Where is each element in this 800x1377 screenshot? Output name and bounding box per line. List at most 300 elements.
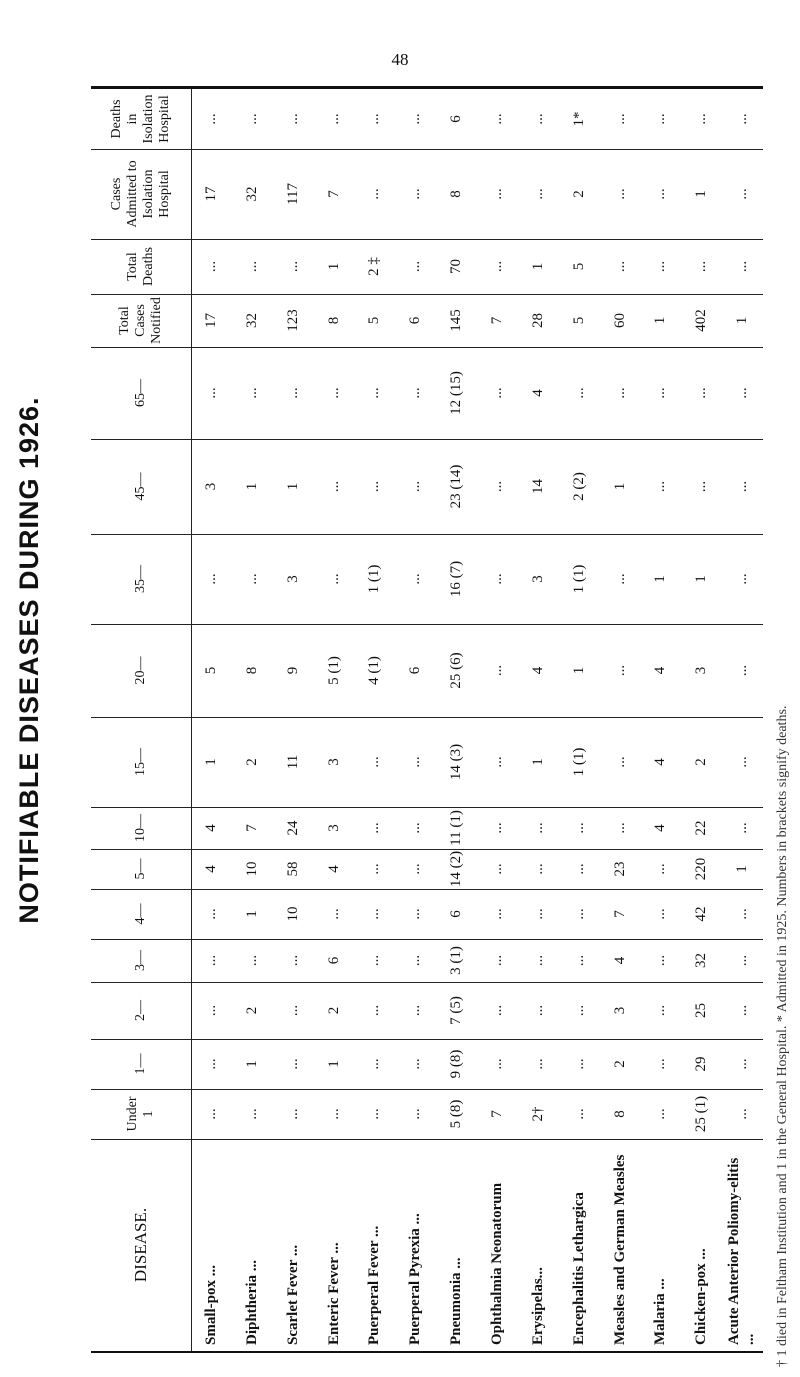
cell-value: ... bbox=[489, 822, 505, 834]
table-cell bbox=[681, 982, 722, 1039]
table-cell bbox=[354, 294, 395, 347]
cell-value: ... bbox=[734, 573, 751, 585]
table-cell bbox=[681, 1089, 722, 1139]
table-cell bbox=[273, 1089, 314, 1139]
table-cell bbox=[722, 294, 763, 347]
table-cell bbox=[477, 889, 518, 939]
cell-value: ... bbox=[366, 113, 383, 125]
cell-value: ... bbox=[366, 387, 383, 399]
cell-value: 8 bbox=[325, 316, 342, 325]
table-cell bbox=[681, 939, 722, 982]
cell-value: 11 (1) bbox=[448, 810, 465, 846]
table-cell bbox=[354, 1039, 395, 1089]
table-cell bbox=[559, 889, 600, 939]
table-cell bbox=[436, 889, 477, 939]
footnote-text: † 1 died in Feltham Institution and 1 in the General Hospital. * Admitted in 1925. Numbers in brackets signify deaths. bbox=[775, 705, 790, 1367]
cell-value: ... bbox=[366, 863, 383, 875]
cell-value: 1 (1) bbox=[570, 564, 587, 594]
cell-value: ... bbox=[734, 822, 751, 834]
column-header-a1 bbox=[91, 1039, 191, 1089]
table-cell bbox=[395, 294, 436, 347]
cell-value: 123 bbox=[284, 309, 301, 332]
cell-value: ... bbox=[325, 480, 342, 493]
disease-name-cell bbox=[477, 1139, 518, 1351]
table-cell bbox=[559, 1039, 600, 1089]
table-cell bbox=[477, 89, 518, 149]
cell-value: 5 bbox=[570, 262, 587, 271]
table-cell bbox=[232, 1039, 273, 1089]
disease-name-cell bbox=[395, 1139, 436, 1351]
cell-value: ... bbox=[611, 260, 628, 273]
cell-value: 7 bbox=[611, 910, 628, 918]
column-header-a35 bbox=[91, 534, 191, 624]
table-cell bbox=[518, 939, 559, 982]
table-cell bbox=[395, 239, 436, 294]
table-cell bbox=[600, 717, 641, 807]
cell-value: 117 bbox=[284, 183, 301, 205]
cell-value: 3 bbox=[529, 575, 546, 583]
table-cell bbox=[273, 294, 314, 347]
table-cell bbox=[354, 717, 395, 807]
disease-name-cell bbox=[559, 1139, 600, 1351]
disease-name: Acute Anterior Poliomy-elitis ... bbox=[726, 1157, 758, 1345]
table-cell bbox=[722, 807, 763, 849]
table-cell bbox=[559, 849, 600, 889]
cell-value: 29 bbox=[693, 1056, 710, 1072]
cell-value: ... bbox=[611, 113, 628, 125]
table-cell bbox=[273, 717, 314, 807]
disease-name: Malaria ... bbox=[652, 1278, 669, 1345]
cell-value: ... bbox=[734, 260, 751, 273]
table-cell bbox=[314, 624, 355, 717]
cell-value: 2 bbox=[243, 758, 260, 766]
table-cell bbox=[600, 439, 641, 534]
table-cell bbox=[477, 534, 518, 624]
cell-value: ... bbox=[325, 387, 342, 399]
cell-value: ... bbox=[570, 822, 587, 834]
table-cell bbox=[273, 807, 314, 849]
cell-value: 7 (5) bbox=[448, 996, 465, 1025]
table-cell bbox=[191, 439, 232, 534]
column-header-label: 10— bbox=[133, 814, 148, 842]
table-cell bbox=[640, 294, 681, 347]
cell-value: ... bbox=[366, 822, 383, 834]
table-cell bbox=[232, 534, 273, 624]
cell-value: ... bbox=[570, 1004, 587, 1017]
table-cell bbox=[232, 149, 273, 239]
table-cell bbox=[191, 807, 232, 849]
cell-value: ... bbox=[407, 908, 424, 920]
table-cell bbox=[640, 1039, 681, 1089]
cell-value: ... bbox=[611, 188, 628, 200]
table-cell bbox=[640, 534, 681, 624]
cell-value: ... bbox=[734, 113, 751, 125]
cell-value: ... bbox=[570, 1108, 587, 1120]
column-header-label: 1— bbox=[133, 1053, 148, 1075]
cell-value: ... bbox=[489, 954, 505, 967]
cell-value: ... bbox=[407, 260, 424, 273]
table-cell bbox=[722, 889, 763, 939]
cell-value: ... bbox=[570, 1058, 587, 1070]
table-cell bbox=[395, 717, 436, 807]
table-cell bbox=[354, 239, 395, 294]
cell-value: 1 bbox=[734, 316, 751, 325]
cell-value: ... bbox=[611, 573, 628, 585]
cell-value: ... bbox=[407, 1108, 424, 1120]
table-cell bbox=[436, 717, 477, 807]
cell-value: ... bbox=[734, 1004, 751, 1017]
cell-value: 3 bbox=[203, 482, 219, 491]
column-header-label: 20— bbox=[133, 656, 148, 685]
cell-value: ... bbox=[407, 954, 424, 967]
table-cell bbox=[559, 939, 600, 982]
table-cell bbox=[722, 939, 763, 982]
table-cell bbox=[232, 347, 273, 439]
table-cell bbox=[640, 149, 681, 239]
column-header-label: Deaths in Isolation Hospital bbox=[109, 94, 172, 144]
table-cell bbox=[640, 982, 681, 1039]
cell-value: ... bbox=[203, 1004, 219, 1017]
table-cell bbox=[273, 439, 314, 534]
cell-value: 145 bbox=[448, 309, 465, 332]
cell-value: 32 bbox=[243, 313, 260, 328]
table-cell bbox=[191, 534, 232, 624]
cell-value: ... bbox=[734, 664, 751, 677]
table-cell bbox=[436, 239, 477, 294]
table-cell bbox=[518, 982, 559, 1039]
cell-value: 28 bbox=[529, 313, 546, 328]
table-cell bbox=[722, 347, 763, 439]
table-cell bbox=[681, 1039, 722, 1089]
cell-value: ... bbox=[489, 387, 505, 399]
column-header-label: Total Deaths bbox=[125, 247, 156, 286]
cell-value: ... bbox=[693, 387, 710, 399]
table-cell bbox=[191, 939, 232, 982]
table-cell bbox=[477, 982, 518, 1039]
cell-value: ... bbox=[734, 188, 751, 200]
disease-name: Measles and German Measles bbox=[611, 1154, 628, 1345]
cell-value: ... bbox=[734, 908, 751, 920]
table-cell bbox=[354, 439, 395, 534]
cell-value: ... bbox=[489, 863, 505, 875]
cell-value: 8 bbox=[243, 666, 260, 675]
cell-value: ... bbox=[529, 1058, 546, 1070]
table-cell bbox=[436, 939, 477, 982]
disease-name: Chicken-pox ... bbox=[693, 1248, 710, 1345]
cell-value: ... bbox=[611, 756, 628, 768]
table-cell bbox=[436, 534, 477, 624]
table-cell bbox=[232, 807, 273, 849]
cell-value: 7 bbox=[243, 824, 260, 832]
cell-value: ... bbox=[366, 188, 383, 200]
table-cell bbox=[559, 439, 600, 534]
cell-value: ... bbox=[366, 756, 383, 768]
cell-value: ... bbox=[652, 188, 669, 200]
cell-value: 4 bbox=[203, 824, 219, 832]
table-cell bbox=[191, 982, 232, 1039]
column-header-label: 5— bbox=[133, 858, 148, 880]
cell-value: 8 bbox=[448, 190, 465, 198]
cell-value: ... bbox=[652, 260, 669, 273]
disease-name: Puerperal Fever ... bbox=[366, 1225, 383, 1345]
cell-value: ... bbox=[325, 908, 342, 920]
table-cell bbox=[681, 807, 722, 849]
disease-name-cell bbox=[518, 1139, 559, 1351]
cell-value: 3 bbox=[693, 666, 710, 675]
cell-value: 14 (3) bbox=[448, 743, 465, 781]
table-cell bbox=[232, 294, 273, 347]
cell-value: 5 bbox=[366, 316, 383, 325]
cell-value: 6 bbox=[325, 956, 342, 965]
cell-value: 7 bbox=[489, 316, 505, 325]
table-cell bbox=[559, 534, 600, 624]
cell-value: 25 bbox=[693, 1003, 710, 1018]
table-cell bbox=[559, 294, 600, 347]
cell-value: ... bbox=[366, 480, 383, 493]
table-cell bbox=[600, 939, 641, 982]
cell-value: ... bbox=[203, 573, 219, 585]
disease-name-cell bbox=[273, 1139, 314, 1351]
table-cell bbox=[681, 239, 722, 294]
table-cell bbox=[191, 149, 232, 239]
table-cell bbox=[273, 89, 314, 149]
table-cell bbox=[600, 239, 641, 294]
cell-value: 4 bbox=[529, 666, 546, 675]
column-header-label: Cases Admitted to Isolation Hospital bbox=[109, 160, 172, 228]
cell-value: ... bbox=[570, 863, 587, 875]
disease-name-cell bbox=[681, 1139, 722, 1351]
table-cell bbox=[354, 849, 395, 889]
cell-value: ... bbox=[652, 480, 669, 493]
cell-value: 14 bbox=[529, 479, 546, 494]
table-cell bbox=[518, 149, 559, 239]
column-header-label: 2— bbox=[133, 1000, 148, 1021]
table-cell bbox=[600, 807, 641, 849]
table-cell bbox=[273, 534, 314, 624]
table-cell bbox=[232, 89, 273, 149]
table-cell bbox=[354, 889, 395, 939]
cell-value: 16 (7) bbox=[448, 560, 465, 598]
cell-value: ... bbox=[203, 260, 219, 273]
table-cell bbox=[436, 347, 477, 439]
table-cell bbox=[191, 347, 232, 439]
table-cell bbox=[232, 982, 273, 1039]
table-cell bbox=[191, 889, 232, 939]
cell-value: 32 bbox=[693, 953, 710, 968]
cell-value: 12 (15) bbox=[448, 371, 465, 415]
table-cell bbox=[559, 807, 600, 849]
table-cell bbox=[518, 1089, 559, 1139]
table-cell bbox=[518, 534, 559, 624]
cell-value: 1 bbox=[611, 482, 628, 491]
cell-value: ... bbox=[366, 1108, 383, 1120]
cell-value: 25 (6) bbox=[448, 652, 465, 689]
disease-name-cell bbox=[191, 1139, 232, 1351]
table-cell bbox=[395, 939, 436, 982]
column-header-a65 bbox=[91, 347, 191, 439]
table-cell bbox=[477, 149, 518, 239]
cell-value: ... bbox=[366, 954, 383, 967]
table-cell bbox=[354, 939, 395, 982]
disease-name-cell bbox=[354, 1139, 395, 1351]
column-header-a5 bbox=[91, 849, 191, 889]
table-cell bbox=[314, 982, 355, 1039]
table-cell bbox=[191, 239, 232, 294]
table-cell bbox=[600, 149, 641, 239]
table-cell bbox=[600, 347, 641, 439]
cell-value: 2 ‡ bbox=[366, 257, 383, 276]
cell-value: 1 bbox=[570, 666, 587, 675]
cell-value: ... bbox=[489, 573, 505, 585]
disease-name: Ophthalmia Neonatorum bbox=[488, 1182, 505, 1345]
column-header-label: 3— bbox=[133, 950, 148, 971]
table-cell bbox=[559, 982, 600, 1039]
cell-value: 9 bbox=[284, 666, 301, 675]
table-cell bbox=[640, 624, 681, 717]
page-number: 48 bbox=[391, 50, 409, 69]
cell-value: 11 bbox=[284, 754, 301, 770]
cell-value: ... bbox=[407, 1004, 424, 1017]
table-cell bbox=[395, 1039, 436, 1089]
column-header-a45 bbox=[91, 439, 191, 534]
table-cell bbox=[232, 889, 273, 939]
cell-value: 58 bbox=[284, 861, 301, 877]
table-cell bbox=[681, 149, 722, 239]
table-cell bbox=[314, 1089, 355, 1139]
cell-value: 25 (1) bbox=[693, 1095, 710, 1133]
cell-value: 1 bbox=[243, 482, 260, 491]
cell-value: ... bbox=[284, 113, 301, 125]
table-cell bbox=[436, 89, 477, 149]
cell-value: 17 bbox=[203, 186, 219, 202]
table-cell bbox=[600, 849, 641, 889]
table-cell bbox=[477, 1089, 518, 1139]
cell-value: 70 bbox=[448, 259, 465, 274]
cell-value: 23 bbox=[611, 861, 628, 877]
table-cell bbox=[722, 89, 763, 149]
cell-value: ... bbox=[652, 113, 669, 125]
table-cell bbox=[273, 939, 314, 982]
cell-value: 4 bbox=[203, 865, 219, 873]
footnote bbox=[768, 0, 798, 1377]
cell-value: 4 bbox=[529, 389, 546, 397]
table-cell bbox=[518, 239, 559, 294]
cell-value: 10 bbox=[284, 906, 301, 922]
table-cell bbox=[314, 939, 355, 982]
table-cell bbox=[273, 239, 314, 294]
cell-value: 14 (2) bbox=[448, 850, 465, 888]
table-cell bbox=[681, 717, 722, 807]
table-cell bbox=[600, 624, 641, 717]
cell-value: ... bbox=[529, 822, 546, 834]
cell-value: ... bbox=[203, 387, 219, 399]
table-cell bbox=[232, 717, 273, 807]
column-header-label: 4— bbox=[133, 903, 148, 925]
table-cell bbox=[314, 807, 355, 849]
cell-value: 17 bbox=[203, 313, 219, 328]
disease-name-cell bbox=[722, 1139, 763, 1351]
table-cell bbox=[354, 807, 395, 849]
disease-name: Puerperal Pyrexia ... bbox=[407, 1213, 424, 1345]
cell-value: 1 bbox=[325, 1060, 342, 1068]
column-header-under1 bbox=[91, 1089, 191, 1139]
cell-value: ... bbox=[366, 1004, 383, 1017]
table-cell bbox=[354, 89, 395, 149]
cell-value: ... bbox=[243, 573, 260, 585]
cell-value: 6 bbox=[448, 910, 465, 918]
table-cell bbox=[722, 439, 763, 534]
cell-value: 2 bbox=[611, 1060, 628, 1068]
cell-value: ... bbox=[652, 954, 669, 967]
column-header-a2 bbox=[91, 982, 191, 1039]
cell-value: 2 bbox=[243, 1006, 260, 1015]
table-cell bbox=[273, 889, 314, 939]
table-cell bbox=[681, 624, 722, 717]
cell-value: ... bbox=[325, 1108, 342, 1120]
cell-value: ... bbox=[652, 908, 669, 920]
column-header-label: 65— bbox=[133, 379, 148, 407]
table-cell bbox=[191, 1089, 232, 1139]
cell-value: ... bbox=[489, 1058, 505, 1070]
table-cell bbox=[395, 807, 436, 849]
table-cell bbox=[314, 1039, 355, 1089]
cell-value: ... bbox=[734, 1058, 751, 1070]
table-cell bbox=[314, 439, 355, 534]
cell-value: 9 (8) bbox=[448, 1049, 465, 1079]
cell-value: 1 bbox=[529, 758, 546, 766]
table-cell bbox=[518, 439, 559, 534]
table-cell bbox=[191, 1039, 232, 1089]
table-cell bbox=[191, 849, 232, 889]
table-cell bbox=[681, 534, 722, 624]
table-cell bbox=[600, 889, 641, 939]
column-header-total-notified bbox=[91, 294, 191, 347]
cell-value: ... bbox=[734, 480, 751, 493]
cell-value: ... bbox=[407, 822, 424, 834]
cell-value: 1 bbox=[284, 482, 301, 491]
table-cell bbox=[518, 849, 559, 889]
cell-value: ... bbox=[284, 387, 301, 399]
cell-value: ... bbox=[407, 756, 424, 768]
table-cell bbox=[436, 149, 477, 239]
table-cell bbox=[722, 717, 763, 807]
table-cell bbox=[559, 89, 600, 149]
cell-value: 6 bbox=[448, 115, 465, 123]
disease-name-cell bbox=[314, 1139, 355, 1351]
table-cell bbox=[395, 982, 436, 1039]
table-cell bbox=[640, 717, 681, 807]
table-cell bbox=[354, 347, 395, 439]
table-cell bbox=[681, 889, 722, 939]
cell-value: 1 bbox=[325, 262, 342, 271]
cell-value: 5 bbox=[203, 666, 219, 675]
column-header-label: 35— bbox=[133, 565, 148, 593]
cell-value: ... bbox=[489, 113, 505, 125]
cell-value: ... bbox=[734, 1108, 751, 1120]
cell-value: 32 bbox=[243, 186, 260, 202]
cell-value: 2† bbox=[529, 1106, 546, 1122]
disease-name: Erysipelas... bbox=[529, 1267, 546, 1345]
disease-name: Encephalitis Lethargica bbox=[570, 1192, 587, 1345]
disease-name: Diphtheria ... bbox=[243, 1259, 260, 1345]
column-header-label: Total Cases Notified bbox=[117, 297, 164, 344]
table-cell bbox=[395, 849, 436, 889]
table-cell bbox=[477, 439, 518, 534]
table-cell bbox=[314, 89, 355, 149]
disease-name-cell bbox=[640, 1139, 681, 1351]
table-cell bbox=[477, 849, 518, 889]
table-cell bbox=[518, 1039, 559, 1089]
